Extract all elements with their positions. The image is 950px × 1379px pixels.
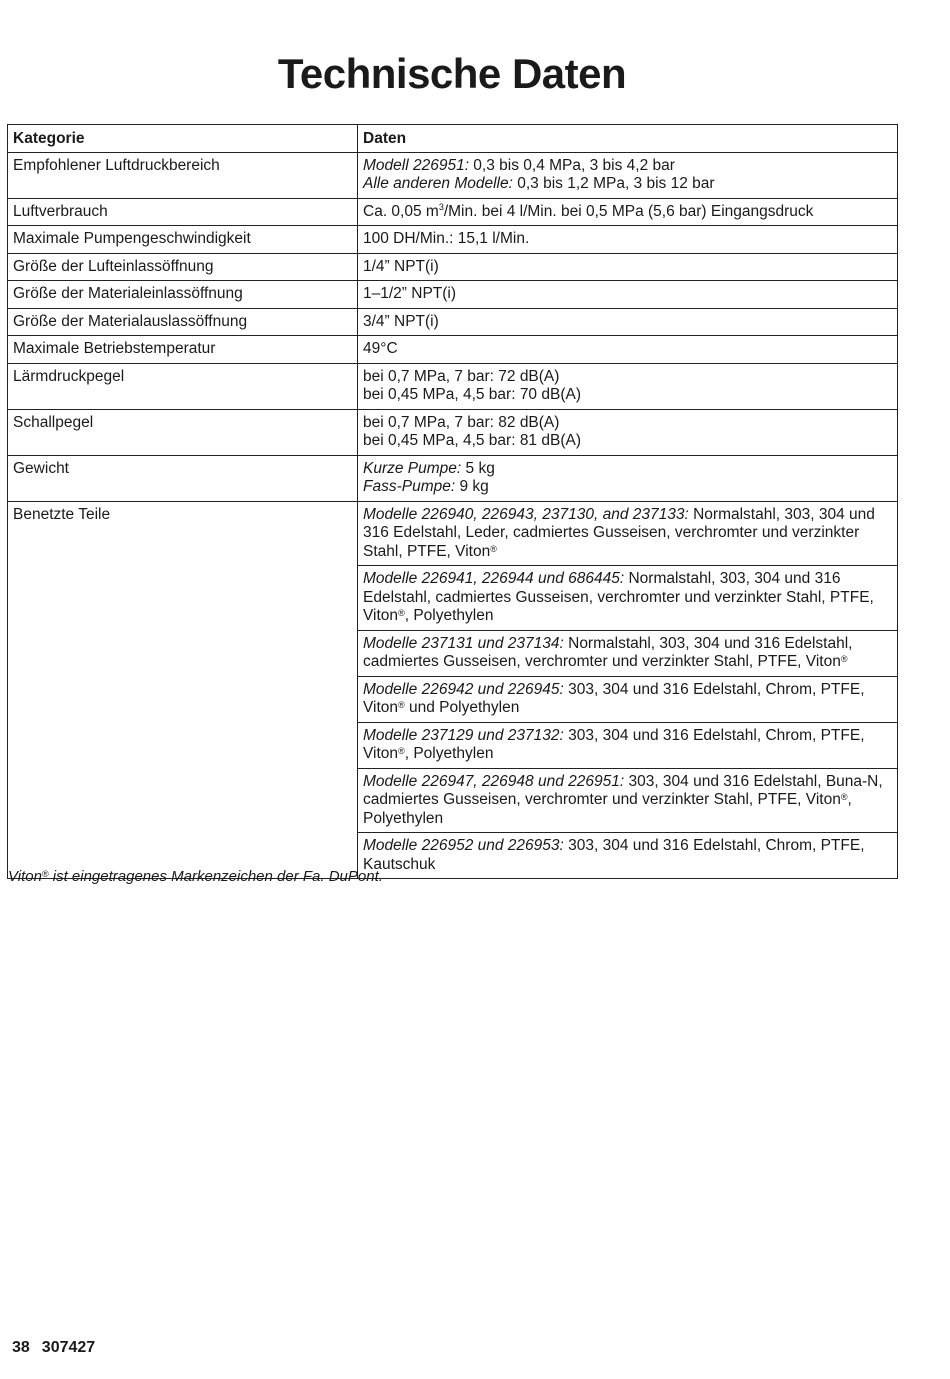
wetted-item: [358, 566, 898, 631]
value-text: Ca. 0,05 m: [363, 202, 439, 220]
page-number: 38: [12, 1339, 30, 1356]
wetted-item: [358, 768, 898, 833]
value-text: , Polyethylen: [363, 791, 852, 827]
wetted-item: [358, 833, 898, 879]
model-label: Alle anderen Modelle:: [363, 175, 513, 192]
value-text: 0,3 bis 0,4 MPa, 3 bis 4,2 bar: [469, 156, 675, 174]
registered-mark: ®: [398, 700, 405, 710]
document-number: 307427: [41, 1339, 96, 1356]
model-label: Modelle 226952 und 226953:: [363, 837, 564, 854]
value-text: und Polyethylen: [404, 699, 520, 716]
specifications-table: [7, 124, 898, 879]
header-kategorie: Kategorie: [8, 125, 358, 153]
registered-mark: ®: [840, 654, 848, 664]
table-row: [8, 455, 898, 501]
wetted-item: [358, 676, 898, 722]
table-row: [8, 198, 898, 226]
value-text: /Min. bei 4 l/Min. bei 0,5 MPa (5,6 bar) Eingangsdruck: [443, 202, 814, 220]
table-row: [8, 363, 898, 409]
value-text: bei 0,45 MPa, 4,5 bar: 81 dB(A): [363, 432, 581, 449]
value-text: , Polyethylen: [404, 745, 494, 762]
value-text: bei 0,7 MPa, 7 bar: 82 dB(A): [363, 413, 560, 431]
header-daten: Daten: [358, 125, 898, 153]
table-row: [8, 226, 898, 254]
model-label: Modell 226951:: [363, 156, 469, 174]
value-text: bei 0,45 MPa, 4,5 bar: 70 dB(A): [363, 386, 581, 403]
model-label: Modelle 237131 und 237134:: [363, 634, 564, 652]
model-label: Kurze Pumpe:: [363, 459, 462, 477]
wetted-item: [358, 722, 898, 768]
value-text: Normalstahl, 303, 304 und 316 Edelstahl, cadmiertes Gusseisen, verchromter und verzinkter Stahl, PTFE, Viton: [363, 634, 853, 670]
row-category: Maximale Pumpengeschwindigkeit: [8, 226, 358, 254]
value-text: , Polyethylen: [404, 607, 494, 624]
row-category: Lärmdruckpegel: [8, 363, 358, 409]
row-category: Größe der Materialeinlassöffnung: [8, 281, 358, 309]
row-category: Größe der Materialauslassöffnung: [8, 308, 358, 336]
row-value: 1–1/2” NPT(i): [358, 281, 898, 309]
footnote: [8, 868, 383, 885]
row-value: 3/4” NPT(i): [358, 308, 898, 336]
value-text: bei 0,7 MPa, 7 bar: 72 dB(A): [363, 367, 560, 385]
table-row: [8, 281, 898, 309]
row-value: 1/4” NPT(i): [358, 253, 898, 281]
footnote-word: Viton: [8, 868, 42, 885]
table-row: [8, 253, 898, 281]
row-value: [358, 409, 898, 455]
value-text: Normalstahl, 303, 304 und 316 Edelstahl, cadmiertes Gusseisen, verchromter und verzinkter Stahl, PTFE, Viton: [363, 570, 874, 624]
value-text: 303, 304 und 316 Edelstahl, Chrom, PTFE, Viton: [363, 680, 865, 716]
row-category: Benetzte Teile: [8, 501, 358, 879]
value-text: 303, 304 und 316 Edelstahl, Chrom, PTFE, Kautschuk: [363, 837, 865, 873]
table-header-row: [8, 125, 898, 153]
table-row: [8, 152, 898, 198]
row-value: 49°C: [358, 336, 898, 364]
table-row: [8, 308, 898, 336]
superscript: 3: [438, 201, 444, 212]
row-value: 100 DH/Min.: 15,1 l/Min.: [358, 226, 898, 254]
row-value: [358, 363, 898, 409]
row-value: [358, 152, 898, 198]
row-value: [358, 198, 898, 226]
wetted-item: [358, 630, 898, 676]
registered-mark: ®: [840, 792, 848, 802]
model-label: Modelle 226942 und 226945:: [363, 680, 564, 698]
row-category: Empfohlener Luftdruckbereich: [8, 152, 358, 198]
table-row: [8, 501, 898, 566]
registered-mark: ®: [41, 869, 49, 879]
page-footer: [12, 1339, 95, 1357]
model-label: Modelle 226940, 226943, 237130, and 237133:: [363, 505, 689, 523]
value-text: 5 kg: [461, 459, 495, 477]
wetted-item: [358, 501, 898, 566]
row-value: [358, 455, 898, 501]
row-category: Maximale Betriebstemperatur: [8, 336, 358, 364]
model-label: Modelle 226947, 226948 und 226951:: [363, 772, 625, 790]
value-text: 9 kg: [455, 478, 489, 495]
value-text: 0,3 bis 1,2 MPa, 3 bis 12 bar: [512, 175, 715, 192]
model-label: Fass-Pumpe:: [363, 478, 456, 495]
value-text: Normalstahl, 303, 304 und 316 Edelstahl, Leder, cadmiertes Gusseisen, verchromter und verzinkter Stahl, PTFE, Viton: [363, 505, 875, 560]
page-title: Technische Daten: [277, 50, 627, 97]
registered-mark: ®: [490, 543, 497, 554]
registered-mark: ®: [398, 608, 405, 618]
model-label: Modelle 226941, 226944 und 686445:: [363, 570, 625, 587]
table-row: [8, 336, 898, 364]
row-category: Luftverbrauch: [8, 198, 358, 226]
row-category: Schallpegel: [8, 409, 358, 455]
registered-mark: ®: [398, 746, 405, 756]
table-row: [8, 409, 898, 455]
value-text: 303, 304 und 316 Edelstahl, Buna-N, cadmiertes Gusseisen, verchromter und verzinkter Stahl, PTFE, Viton: [363, 772, 883, 808]
row-category: Gewicht: [8, 455, 358, 501]
row-category: Größe der Lufteinlassöffnung: [8, 253, 358, 281]
model-label: Modelle 237129 und 237132:: [363, 726, 564, 744]
footnote-text: ist eingetragenes Markenzeichen der Fa. DuPont.: [48, 868, 383, 885]
value-text: 303, 304 und 316 Edelstahl, Chrom, PTFE, Viton: [363, 726, 865, 762]
